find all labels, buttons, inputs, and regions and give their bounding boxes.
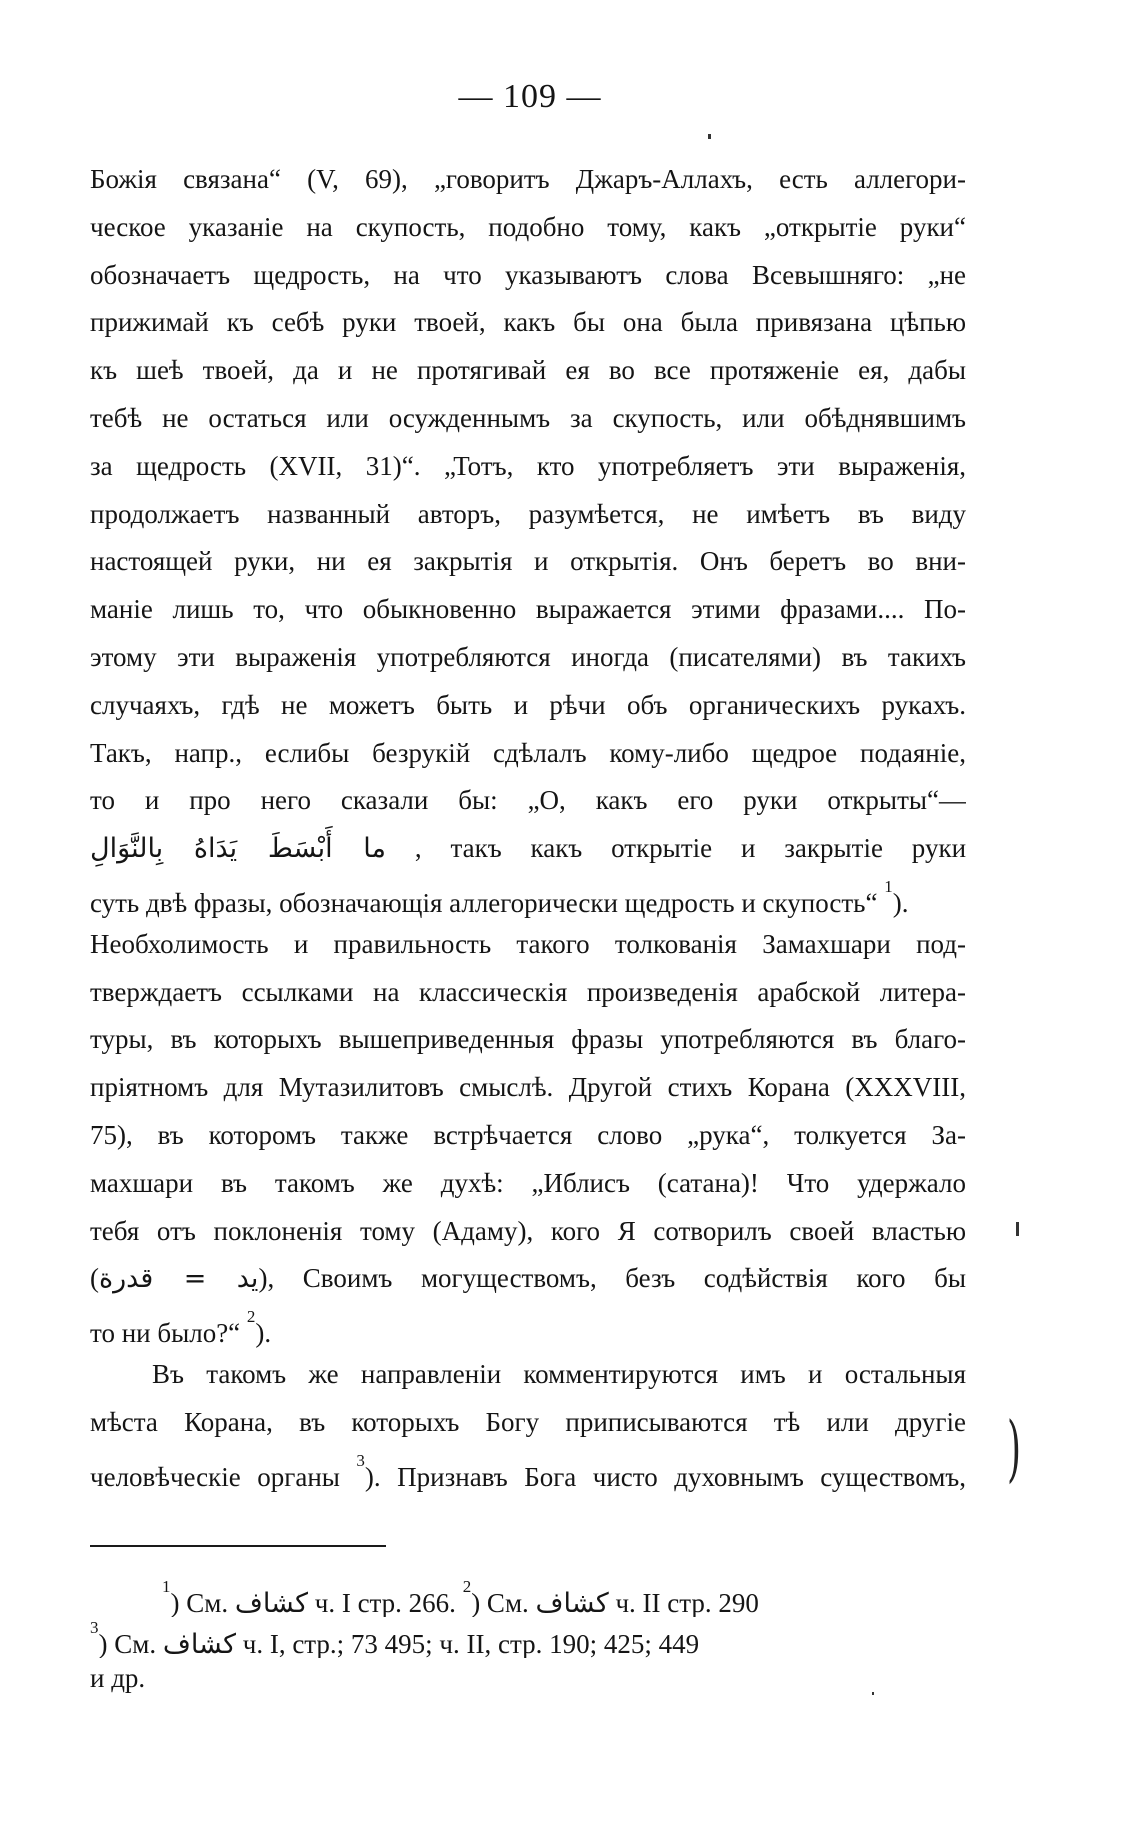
text-segment: , такъ какъ открытіе и закрытіе руки (414, 833, 966, 864)
text-segment: ч. II стр. 290 (608, 1588, 759, 1617)
arabic-quote-line (90, 825, 966, 873)
text-line: маніе лишь то, что обыкновенно выражается этими фразами.... По- (90, 594, 966, 625)
text-segment: то ни было?“ (90, 1318, 241, 1349)
footnotes (90, 1576, 966, 1699)
text-segment: ). Признавъ Бога чисто духовнымъ существомъ, (364, 1461, 966, 1492)
text-line: обозначаетъ щедрость, на что указываютъ слова Всевышняго: „не (90, 259, 966, 290)
text-line: тверждаетъ ссылками на классическія произведенія арабской литера- (90, 976, 966, 1007)
text-line (90, 873, 966, 921)
footnote-separator (90, 1545, 386, 1547)
text-line: Божія связана“ (V, 69), „говоритъ Джаръ-Аллахъ, есть аллегори- (90, 164, 966, 194)
text-line: къ шеѣ твоей, да и не протягивай ея во все протяженіе ея, дабы (90, 355, 966, 386)
footnote-ref: 2 (246, 1307, 256, 1327)
arabic-book-title: كشاف (234, 1588, 308, 1617)
text-segment: ч. I, стр.; 73 495; ч. II, стр. 190; 425; 449 (236, 1629, 700, 1658)
text-line: мѣста Корана, въ которыхъ Богу приписываются тѣ или другіе (90, 1406, 966, 1437)
text-line: тебя отъ поклоненія тому (Адаму), кого Я сотворилъ своей властью (90, 1215, 966, 1246)
text-line: 75), въ которомъ также встрѣчается слово „рука“, толкуется За- (90, 1119, 966, 1150)
scan-speck (872, 1692, 874, 1695)
body-text (90, 156, 966, 1494)
text-segment: ). (892, 887, 909, 918)
arabic-quote-line (90, 1255, 966, 1303)
footnote-ref: 3 (356, 1450, 365, 1470)
arabic-phrase: يد = قدرة (99, 1263, 259, 1295)
text-line: махшари въ такомъ же духѣ: „Иблисъ (сатана)! Что удержало (90, 1167, 966, 1198)
footnote-ref: 2 (462, 1577, 472, 1596)
text-segment: ) См. (471, 1588, 536, 1617)
text-line: Необхолимость и правильность такого толкованія Замахшари под- (90, 928, 966, 959)
text-line: за щедрость (XVII, 31)“. „Тотъ, кто употребляетъ эти выраженія, (90, 450, 966, 481)
text-segment: ). (255, 1318, 272, 1349)
text-segment: ) См. (98, 1629, 163, 1658)
margin-bracket-mark: ) (1007, 1406, 1022, 1490)
text-line: продолжаетъ названный авторъ, разумѣется, не имѣетъ въ виду (90, 498, 966, 529)
text-line (90, 1447, 966, 1495)
footnote-ref: 3 (90, 1618, 99, 1637)
scan-speck (1016, 1222, 1019, 1236)
text-line (90, 1303, 966, 1351)
text-segment: ( (90, 1263, 99, 1294)
paragraph-first-line: Въ такомъ же направленіи комментируются имъ и остальныя (152, 1358, 966, 1389)
footnote-ref: 1 (162, 1577, 171, 1596)
text-segment: ), Своимъ могуществомъ, безъ содѣйствія кого бы (258, 1263, 966, 1294)
footnote-line (90, 1576, 966, 1617)
page-number: — 109 — (458, 78, 602, 115)
text-segment: ч. I стр. 266. (308, 1588, 463, 1617)
text-line: Такъ, напр., еслибы безрукій сдѣлалъ кому-либо щедрое подаяніе, (90, 737, 966, 768)
text-segment: суть двѣ фразы, обозначающія аллегорически щедрость и скупость“ (90, 887, 878, 918)
text-line: случаяхъ, гдѣ не можетъ быть и рѣчи объ органическихъ рукахъ. (90, 689, 966, 720)
arabic-book-title: كشاف (535, 1588, 609, 1617)
footnote-line (90, 1617, 966, 1658)
text-line: прижимай къ себѣ руки твоей, какъ бы она была привязана цѣпью (90, 307, 966, 338)
text-line: пріятномъ для Мутазилитовъ смыслѣ. Другой стихъ Корана (XXXVIII, (90, 1072, 966, 1103)
text-line: тебѣ не остаться или осужденнымъ за скупость, или обѣднявшимъ (90, 402, 966, 433)
text-line: настоящей руки, ни ея закрытія и открытія. Онъ беретъ во вни- (90, 546, 966, 577)
text-line: ческое указаніе на скупость, подобно тому, какъ „открытіе руки“ (90, 211, 966, 242)
text-segment: человѣческіе органы (90, 1461, 340, 1492)
text-line: этому эти выраженія употребляются иногда (писателями) въ такихъ (90, 641, 966, 672)
arabic-book-title: كشاف (162, 1629, 236, 1658)
text-line: туры, въ которыхъ вышеприведенныя фразы употребляются въ благо- (90, 1024, 966, 1055)
footnote-line: и др. (90, 1663, 146, 1693)
text-line: то и про него сказали бы: „О, какъ его руки открыты“— (90, 785, 966, 816)
arabic-phrase: ما أَبْسَطَ يَدَاهُ بِالنَّوَالِ (90, 833, 386, 865)
text-segment: ) См. (170, 1588, 235, 1617)
scan-speck (708, 134, 711, 139)
footnote-ref: 1 (884, 876, 893, 896)
